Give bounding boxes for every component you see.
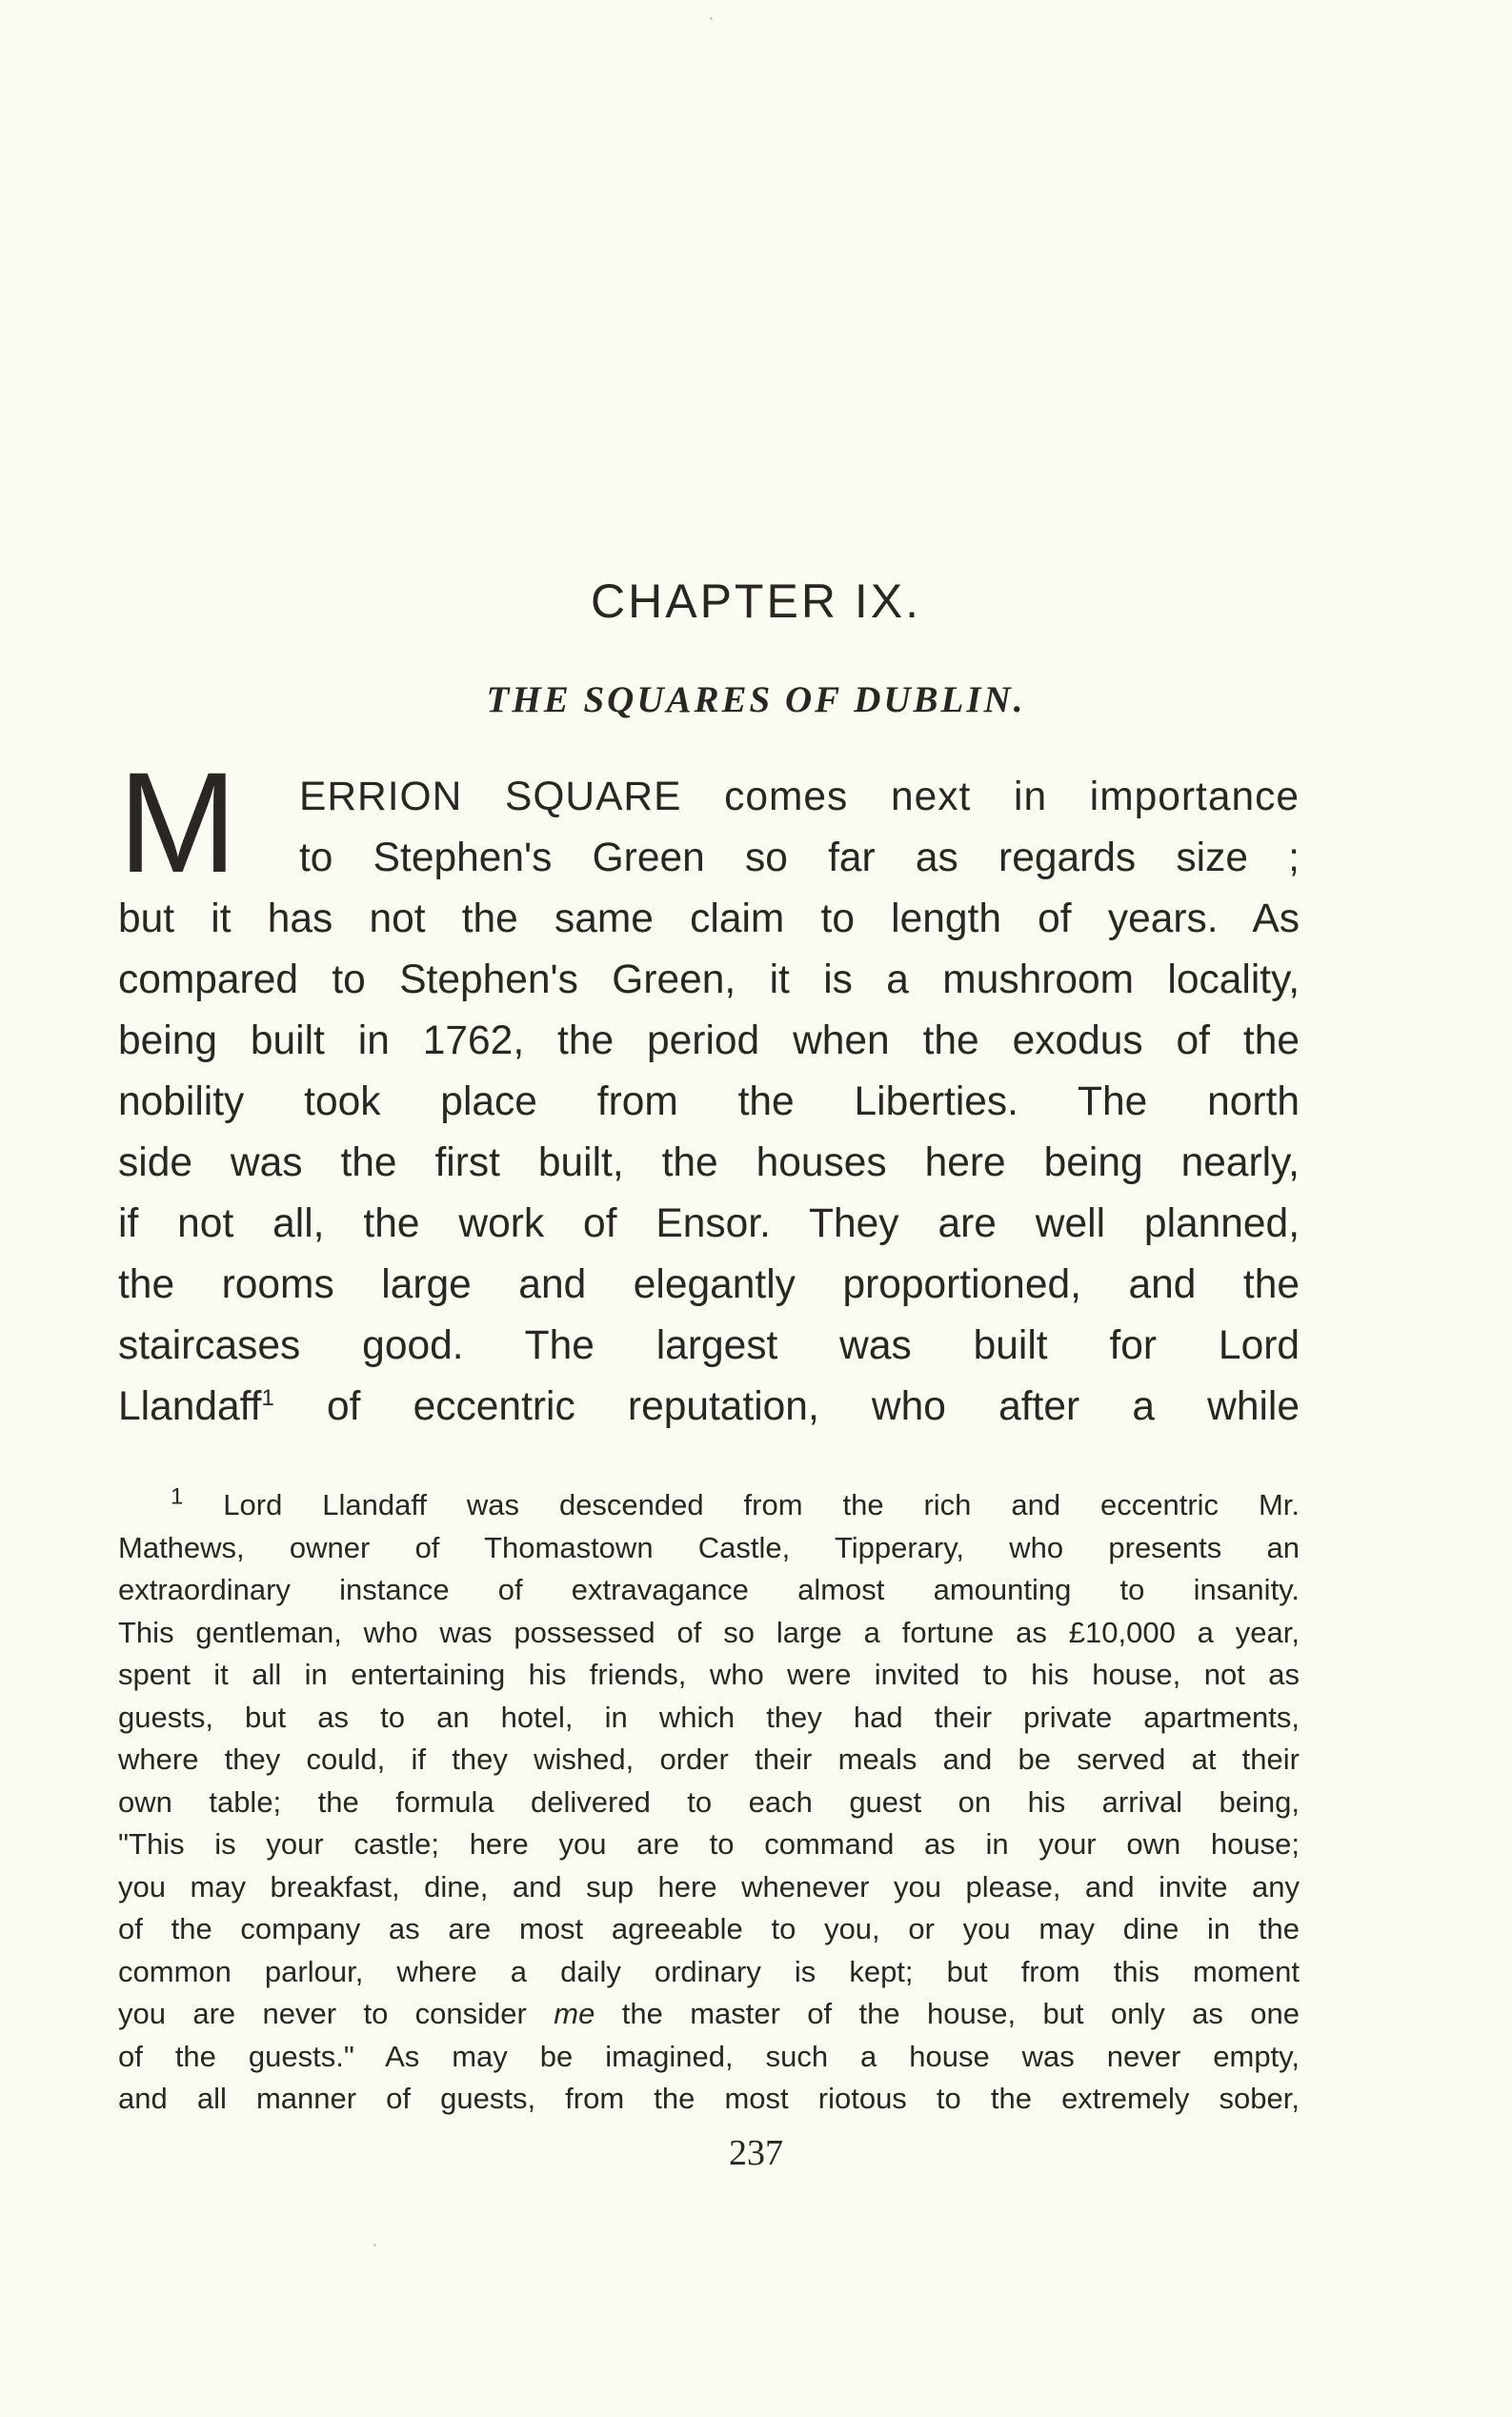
footnote-line: "This is your castle; here you are to command as in your own house; <box>118 1827 1300 1861</box>
footnote-line: own table; the formula delivered to each guest on his arrival being, <box>118 1784 1300 1819</box>
footnote-line-text: the master of the house, but only as one <box>621 1997 1300 2030</box>
body-line: nobility took place from the Liberties. The north <box>118 1079 1300 1124</box>
body-line-text: of eccentric reputation, who after a while <box>327 1384 1300 1429</box>
footnote-emphasis: me <box>554 1997 595 2030</box>
body-line: but it has not the same claim to length of years. As <box>118 896 1300 941</box>
footnote-line: spent it all in entertaining his friends, who were invited to his house, not as <box>118 1658 1300 1691</box>
body-line-text: Llandaff <box>118 1384 262 1429</box>
body-line: side was the first built, the houses here being nearly, <box>118 1140 1300 1185</box>
chapter-heading: CHAPTER IX. <box>591 574 921 628</box>
page-number: 237 <box>729 2133 783 2173</box>
footnote-line-text: Lord Llandaff was descended from the rich and eccentric Mr. <box>223 1488 1300 1521</box>
footnote-reference: 1 <box>261 1384 274 1411</box>
footnote-marker: 1 <box>171 1484 184 1510</box>
body-line: the rooms large and elegantly proportioned, and the <box>118 1262 1300 1307</box>
body-line: staircases good. The largest was built for Lord <box>118 1323 1300 1368</box>
footnote-line <box>118 1993 1300 2036</box>
footnote-line: guests, but as to an hotel, in which they had their private apartments, <box>118 1700 1300 1734</box>
footnote-line: This gentleman, who was possessed of so large a fortune as £10,000 a year, <box>118 1615 1300 1649</box>
drop-cap: M <box>118 742 237 902</box>
footnote-line: extraordinary instance of extravagance almost amounting to insanity. <box>118 1573 1300 1606</box>
body-line-with-footnote <box>118 1377 1300 1438</box>
footnote <box>118 1484 1300 2121</box>
body-line: ERRION SQUARE comes next in importance <box>299 775 1300 819</box>
body-text <box>118 767 1300 1438</box>
footnote-line: where they could, if they wished, order their meals and be served at their <box>118 1742 1300 1776</box>
paper-speck <box>373 2244 376 2246</box>
body-line: if not all, the work of Ensor. They are well planned, <box>118 1201 1300 1246</box>
footnote-line: of the company as are most agreeable to you, or you may dine in the <box>118 1912 1300 1945</box>
body-line: to Stephen's Green so far as regards size ; <box>299 836 1300 880</box>
body-line: compared to Stephen's Green, it is a mushroom locality, <box>118 957 1300 1002</box>
footnote-line: of the guests." As may be imagined, such a house was never empty, <box>118 2039 1300 2073</box>
footnote-line: common parlour, where a daily ordinary is kept; but from this moment <box>118 1954 1300 1988</box>
footnote-line <box>118 1484 1300 1527</box>
footnote-line: you may breakfast, dine, and sup here whenever you please, and invite any <box>118 1869 1300 1903</box>
chapter-subtitle: THE SQUARES OF DUBLIN. <box>486 679 1026 720</box>
footnote-line: and all manner of guests, from the most riotous to the extremely sober, <box>118 2082 1300 2115</box>
footnote-line: Mathews, owner of Thomastown Castle, Tipperary, who presents an <box>118 1530 1300 1564</box>
body-line: being built in 1762, the period when the exodus of the <box>118 1018 1300 1063</box>
footnote-line-text: you are never to consider <box>118 1997 527 2030</box>
paper-speck <box>710 17 713 20</box>
